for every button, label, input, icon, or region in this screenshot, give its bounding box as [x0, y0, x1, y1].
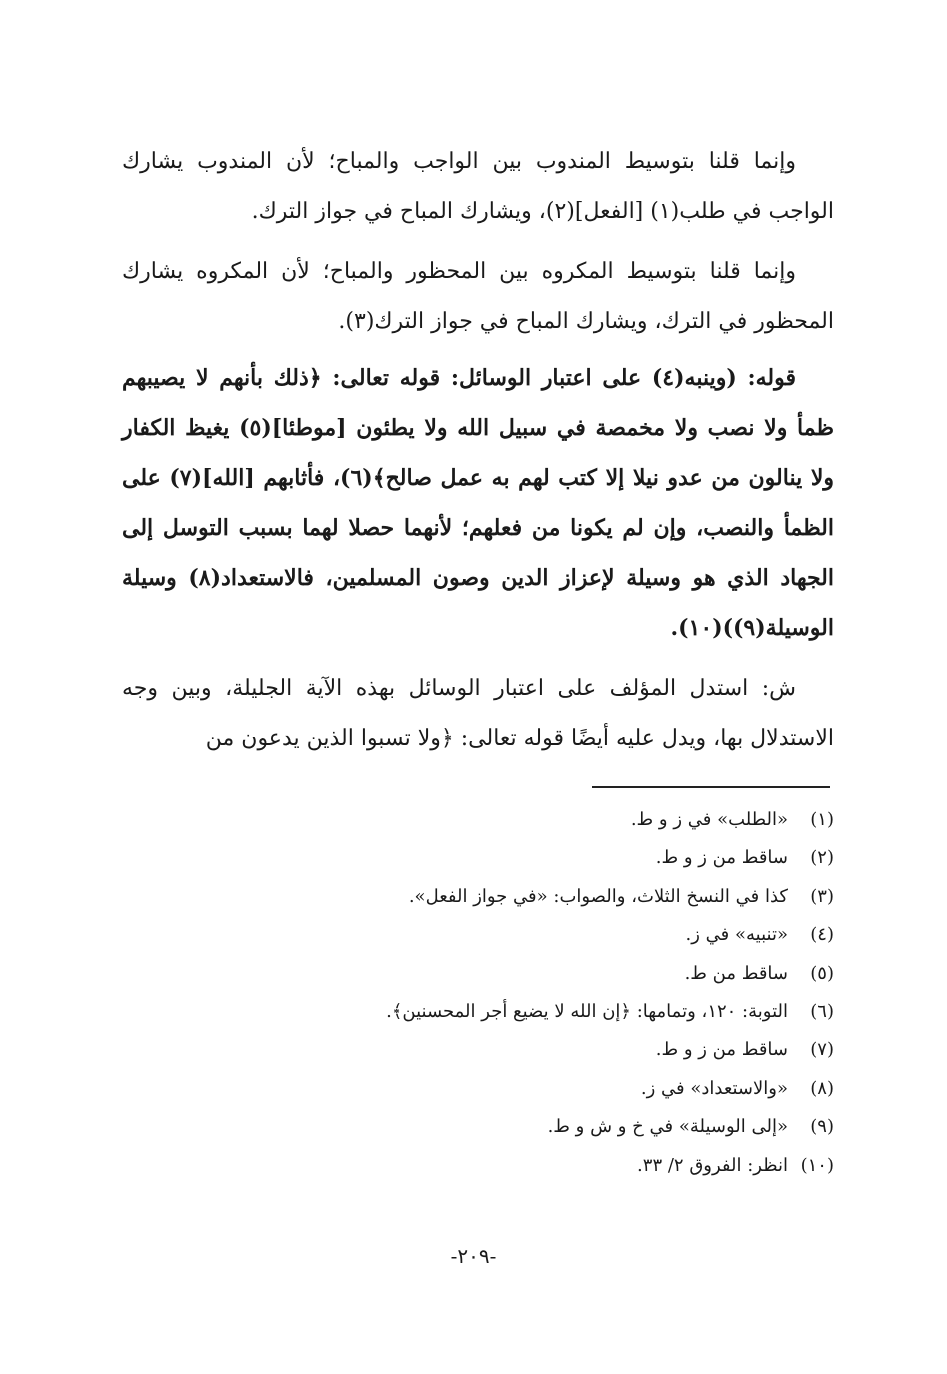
- footnote-separator: [592, 786, 830, 788]
- footnote: [200, 839, 834, 877]
- footnote-number: (٧): [810, 1039, 834, 1061]
- footnote-number: (٨): [810, 1077, 834, 1099]
- footnote-text: «الطلب» في ز و ط.: [630, 809, 788, 830]
- footnote-text: «إلى الوسيلة» في خ و ش و ط.: [547, 1116, 788, 1138]
- footnote-number: (٢): [810, 847, 834, 869]
- footnote: [200, 955, 834, 993]
- footnote-text: «تنبيه» في ز.: [685, 924, 788, 946]
- footnote: [200, 878, 834, 916]
- footnote: [200, 801, 834, 839]
- footnote: [200, 1070, 834, 1108]
- paragraph-2: [122, 247, 834, 347]
- footnote-text: كذا في النسخ الثلاث، والصواب: «في جواز الفعل».: [408, 885, 788, 907]
- footnote: [200, 1147, 834, 1185]
- footnote-text: ساقط من ط.: [684, 962, 788, 984]
- paragraph-4-commentary: [122, 664, 834, 764]
- footnotes: [200, 801, 834, 1185]
- footnote: [200, 993, 834, 1031]
- footnote-text: انظر: الفروق ٢/ ٣٣.: [637, 1154, 788, 1176]
- footnote: [200, 1031, 834, 1069]
- footnote-number: (٩): [810, 1116, 834, 1138]
- footnote-text: ساقط من ز و ط.: [655, 847, 788, 869]
- paragraph-text: قوله: (وينبه(٤) على اعتبار الوسائل: قوله تعالى: ﴿ذلك بأنهم لا يصيبهم ظمأ ولا نصب ولا مخمصة في سبيل الله ولا يطئون [موطئا](٥) يغيظ الكفار ولا ينالون من عدو نيلا إلا كتب لهم به عمل صالح﴾(٦)، فأثابهم [الله](٧) على الظمأ والنصب، وإن لم يكونا من فعلهم؛ لأنهما حصلا لهما بسبب التوسل إلى الجهاد الذي هو وسيلة لإعزاز الدين وصون المسلمين، فالاستعداد(٨) وسيلة الوسيلة(٩))(١٠).: [122, 365, 835, 641]
- footnote: [200, 916, 834, 954]
- footnote: [200, 1108, 834, 1146]
- paragraph-3-quote: [122, 353, 834, 653]
- footnote-text: التوبة: ١٢٠، وتمامها: ﴿إن الله لا يضيع أجر المحسنين﴾.: [386, 1001, 788, 1023]
- paragraph-text: وإنما قلنا بتوسيط المندوب بين الواجب والمباح؛ لأن المندوب يشارك الواجب في طلب(١) [الفعل](٢)، ويشارك المباح في جواز الترك.: [122, 149, 834, 224]
- paragraph-text: ش: استدل المؤلف على اعتبار الوسائل بهذه الآية الجليلة، وبين وجه الاستدلال بها، ويدل عليه أيضًا قوله تعالى: ﴿ولا تسبوا الذين يدعون من: [122, 676, 834, 751]
- paragraph-1: [122, 137, 834, 237]
- footnote-number: (٤): [810, 924, 834, 946]
- footnote-number: (٣): [810, 885, 834, 907]
- footnote-text: «والاستعداد» في ز.: [640, 1077, 788, 1099]
- footnote-number: (١): [810, 809, 834, 830]
- footnote-number: (٦): [810, 1001, 834, 1023]
- footnote-number: (١٠): [800, 1154, 834, 1176]
- paragraph-text: وإنما قلنا بتوسيط المكروه بين المحظور والمباح؛ لأن المكروه يشارك المحظور في الترك، ويشارك المباح في جواز الترك(٣).: [122, 259, 834, 334]
- footnote-number: (٥): [810, 962, 834, 984]
- footnote-text: ساقط من ز و ط.: [655, 1039, 788, 1061]
- page-number: -٢٠٩-: [450, 1244, 497, 1268]
